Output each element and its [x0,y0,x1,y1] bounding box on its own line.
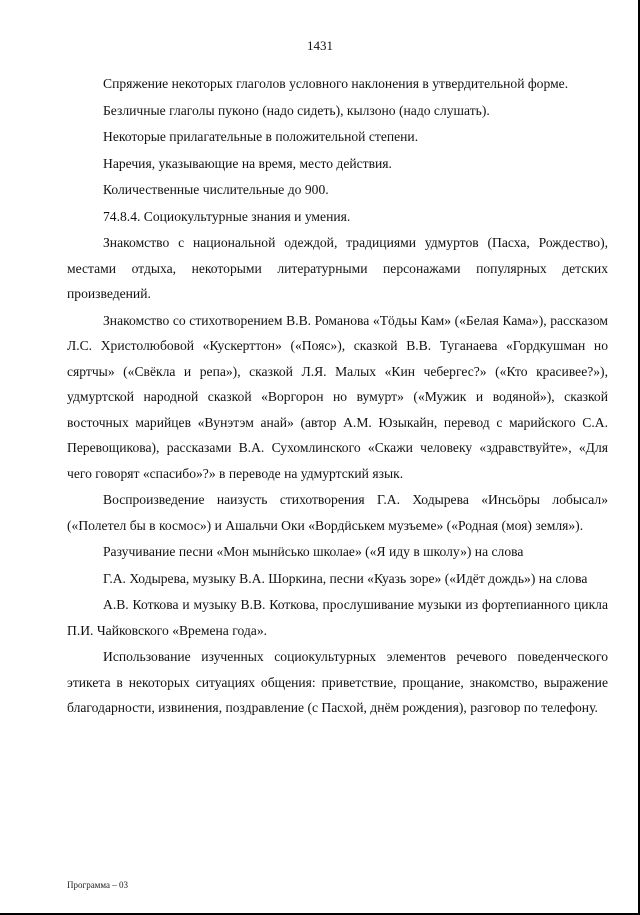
paragraph: Знакомство со стихотворением В.В. Романова «Тӧдьы Кам» («Белая Кама»), рассказом Л.С. Христолюбовой «Кускерттон» («Пояс»), сказкой В.В. Туганаева «Гордкушман но сяртчы» («Свёкла и репа»), сказкой Л.Я. Малых «Кин чебергес?» («Кто красивее?»), удмуртской народной сказкой «Воргорон но вумурт» («Мужик и водяной»), сказкой восточных марийцев «Вунэтэм анай» (автор А.М. Юзыкайн, перевод с марийского С.А. Перевощикова), рассказами В.А. Сухомлинского «Скажи человеку «здравствуйте», «Для чего говорят «спасибо»?» в переводе на удмуртский язык. [67,312,608,481]
paragraph: Знакомство с национальной одеждой, традициями удмуртов (Пасха, Рождество), местами отдыха, некоторыми литературными персонажами популярных детских произведений. [67,235,608,301]
document-body [67,71,608,721]
paragraph: Безличные глаголы пуконо (надо сидеть), кылзоно (надо слушать). [103,102,490,118]
page-footer: Программа – 03 [67,880,129,890]
paragraph: Спряжение некоторых глаголов условного наклонения в утвердительной форме. [103,76,569,91]
paragraph: Разучивание песни «Мон мынӥсько школае» («Я иду в школу») на слова [103,544,524,559]
page-number: 1431 [307,38,333,53]
paragraph: Воспроизведение наизусть стихотворения Г.А. Ходырева «Инсьӧры лобысал» («Полетел бы в космос») и Ашальчи Оки «Вордӥськем музъеме» («Родная (моя) земля»). [67,492,608,533]
paragraph: Использование изученных социокультурных элементов речевого поведенческого этикета в некоторых ситуациях общения: приветствие, прощание, знакомство, выражение благодарности, извинения, поздравление (с Пасхой, днём рождения), разговор по телефону. [67,649,608,715]
section-heading: 74.8.4. Социокультурные знания и умения. [103,208,351,224]
paragraph: Наречия, указывающие на время, место действия. [103,155,392,171]
paragraph: Количественные числительные до 900. [103,182,329,197]
paragraph: Г.А. Ходырева, музыку В.А. Шоркина, песни «Куазь зоре» («Идёт дождь») на слова [103,570,588,586]
paragraph: А.В. Коткова и музыку В.В. Коткова, прослушивание музыки из фортепианного цикла П.И. Чайковского «Времена года». [67,597,608,638]
paragraph: Некоторые прилагательные в положительной степени. [103,129,419,144]
